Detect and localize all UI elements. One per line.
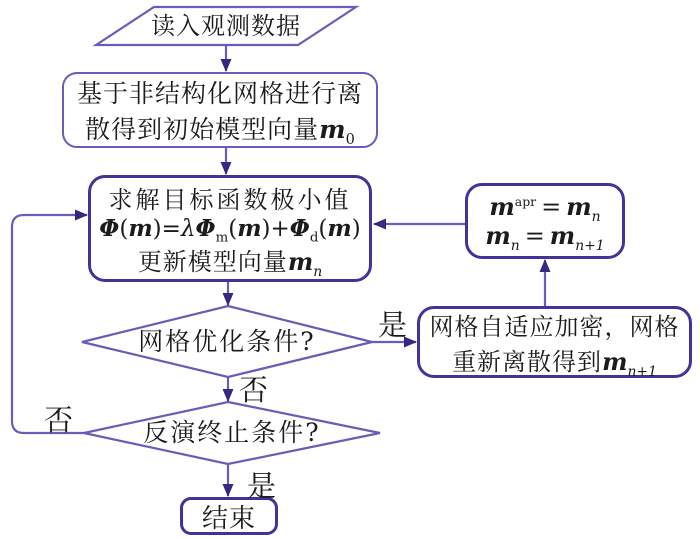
stop-condition-label: 反演终止条件? [143, 418, 321, 448]
math-phi: Φ [289, 215, 310, 242]
solve-formula [99, 215, 361, 246]
discretize-line2 [85, 110, 355, 146]
math-paren: ( [228, 216, 238, 242]
refine-box [417, 306, 692, 378]
discretize-line1: 基于非结构化网格进行离 [76, 79, 363, 108]
mesh-condition-label: 网格优化条件? [138, 326, 316, 356]
math-phi: Φ [99, 215, 120, 242]
math-equals: = [541, 193, 562, 221]
math-var-m: m [549, 221, 576, 250]
math-lambda: λ [180, 216, 196, 242]
math-paren: ) [261, 216, 271, 242]
math-var-m: m [489, 192, 515, 221]
solve-line3-text: 更新模型向量 [137, 248, 288, 276]
math-var-m: m [566, 192, 592, 221]
solve-line3 [137, 242, 323, 280]
math-paren: ) [351, 216, 361, 242]
math-sub-n: n [591, 208, 601, 225]
stop-yes-label: 是 [247, 469, 277, 503]
math-sub-n: n [313, 263, 323, 280]
mesh-no-label: 否 [239, 373, 269, 407]
math-sub-d: d [309, 230, 319, 246]
math-paren: ( [119, 216, 129, 242]
math-plus: + [270, 216, 290, 242]
math-var-m0: m [319, 115, 346, 144]
update-eq1 [489, 192, 601, 225]
math-var-m: m [237, 215, 262, 242]
math-phi: Φ [195, 215, 216, 242]
math-paren: ) [152, 216, 162, 242]
update-box [465, 183, 625, 259]
math-var-m: m [128, 215, 153, 242]
math-sub-0: 0 [345, 132, 355, 148]
math-sub-n1: n+1 [627, 363, 657, 380]
math-var-mn: m [287, 247, 314, 276]
math-sub-n: n [510, 237, 520, 254]
math-sub-n1: n+1 [575, 237, 605, 254]
stop-no-label: 否 [44, 403, 74, 437]
math-var-m: m [327, 215, 352, 242]
math-equals: = [161, 216, 181, 242]
solve-box [88, 175, 372, 282]
discretize-line2-text: 散得到初始模型向量 [85, 115, 320, 144]
mesh-yes-label: 是 [378, 308, 408, 342]
refine-line2-text: 重新离散得到 [452, 348, 603, 376]
update-eq2 [485, 221, 605, 254]
refine-line1: 网格自适应加密，网格 [429, 313, 680, 341]
solve-line1: 求解目标函数极小值 [108, 186, 352, 214]
refine-line2 [452, 342, 657, 380]
end-label: 结束 [201, 503, 256, 534]
math-sub-m: m [215, 230, 229, 246]
math-sup-apr: apr [514, 194, 537, 209]
read-data-label: 读入观测数据 [151, 11, 301, 40]
math-var-m: m [485, 221, 511, 250]
math-paren: ( [318, 216, 328, 242]
discretize-box [62, 72, 378, 148]
math-equals: = [524, 222, 545, 250]
math-var-m: m [602, 347, 628, 376]
